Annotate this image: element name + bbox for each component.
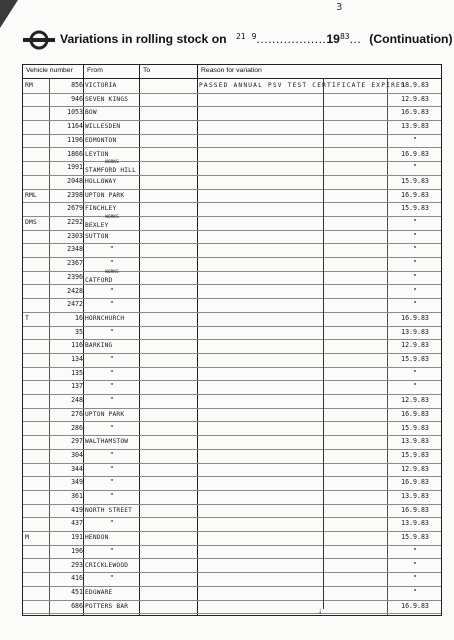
vehicle-number: 1866 xyxy=(67,149,83,158)
column-header-to: To xyxy=(143,67,151,74)
vehicle-class xyxy=(25,572,49,586)
certificate-expiry-date: 15.9.83 xyxy=(401,355,429,363)
from-garage: POTTERS BAR xyxy=(85,602,129,610)
certificate-expiry-date: 13.9.83 xyxy=(401,492,429,500)
from-garage: VICTORIA xyxy=(85,82,117,89)
vehicle-class xyxy=(25,600,49,614)
reason-text xyxy=(199,312,389,326)
from-garage: FINCHLEY xyxy=(85,205,117,213)
vehicle-number: 116 xyxy=(71,341,83,350)
vehicle-class xyxy=(25,490,49,504)
reason-text: PASSED ANNUAL PSV TEST CERTIFICATE EXPIRES xyxy=(199,82,406,89)
vehicle-class: RM xyxy=(25,81,33,89)
reason-text xyxy=(199,394,389,408)
certificate-expiry-date: 16.9.83 xyxy=(401,313,429,322)
certificate-expiry-date: " xyxy=(412,286,418,295)
table-row xyxy=(23,600,441,615)
reason-text xyxy=(199,120,389,134)
vehicle-class xyxy=(25,161,49,175)
vehicle-number: 344 xyxy=(71,464,83,473)
reason-text xyxy=(199,230,389,244)
vehicle-number: 276 xyxy=(71,409,83,418)
reason-text xyxy=(199,504,389,518)
table-row xyxy=(23,216,441,231)
vehicle-number: 349 xyxy=(71,478,83,487)
reason-text xyxy=(199,517,389,531)
from-garage: " xyxy=(109,492,115,500)
vehicle-number: 134 xyxy=(71,355,83,363)
vehicle-class xyxy=(25,517,49,531)
page-number-mark: 3 xyxy=(336,2,343,13)
from-garage: HENDON xyxy=(85,534,109,542)
reason-text xyxy=(199,175,389,189)
column-header-from: From xyxy=(87,67,103,74)
handwritten-year: 83 xyxy=(339,32,350,41)
works-note: WORKS xyxy=(105,160,119,166)
from-garage: " xyxy=(109,368,115,377)
reason-text xyxy=(199,148,389,162)
vehicle-number: 2303 xyxy=(67,231,83,240)
title-prefix: Variations in rolling stock on xyxy=(60,32,230,46)
certificate-expiry-date: " xyxy=(412,245,418,254)
from-garage: UPTON PARK xyxy=(85,410,125,418)
from-garage: " xyxy=(109,382,115,391)
reason-text xyxy=(199,243,389,257)
certificate-expiry-date: " xyxy=(412,135,418,144)
reason-text xyxy=(199,408,389,422)
vehicle-number: 451 xyxy=(71,587,83,596)
reason-text xyxy=(199,422,389,436)
certificate-expiry-date: 13.9.83 xyxy=(401,327,429,336)
reason-text xyxy=(199,559,389,573)
reason-text xyxy=(199,189,389,203)
table-row xyxy=(23,298,441,313)
table-row xyxy=(23,531,441,546)
vehicle-class xyxy=(25,120,49,134)
table-row xyxy=(23,422,441,437)
vehicle-class xyxy=(25,202,49,216)
vehicle-class xyxy=(25,422,49,436)
certificate-expiry-date: " xyxy=(412,574,418,583)
from-garage: WALTHAMSTOW xyxy=(85,438,129,446)
reason-text xyxy=(199,367,389,381)
vehicle-class: DMS xyxy=(25,218,37,226)
certificate-expiry-date: " xyxy=(412,587,418,596)
vehicle-number: 416 xyxy=(71,574,83,583)
vehicle-number: 1991 xyxy=(67,163,83,172)
certificate-expiry-date: " xyxy=(412,231,418,240)
table-row xyxy=(23,106,441,121)
from-garage: HORNCHURCH xyxy=(85,314,125,322)
vehicle-class xyxy=(25,106,49,120)
from-garage: HOLLOWAY xyxy=(85,177,117,185)
handwritten-month: 9 xyxy=(251,32,257,41)
vehicle-class xyxy=(25,559,49,573)
from-garage: EDMONTON xyxy=(85,136,117,144)
from-garage: CRICKLEWOOD xyxy=(85,561,129,569)
table-row xyxy=(23,504,441,519)
vehicle-class xyxy=(25,243,49,257)
document-header xyxy=(22,28,453,52)
vehicle-class: RML xyxy=(25,190,37,199)
vehicle-class xyxy=(25,175,49,189)
from-garage: " xyxy=(109,355,115,363)
table-row xyxy=(23,175,441,190)
reason-text xyxy=(199,106,389,120)
vehicle-number: 686 xyxy=(71,601,83,610)
vehicle-class xyxy=(25,257,49,271)
continuation-label: (Continuation) xyxy=(369,32,453,46)
vehicle-class: T xyxy=(25,313,29,322)
vehicle-number: 1196 xyxy=(67,135,83,144)
table-row xyxy=(23,353,441,368)
certificate-expiry-date: 18.9.83 xyxy=(401,81,429,89)
down-arrow-icon: ↓ xyxy=(318,606,322,615)
table-row xyxy=(23,326,441,341)
from-garage: " xyxy=(109,450,115,459)
reason-text xyxy=(199,600,389,614)
vehicle-number: 248 xyxy=(71,396,83,405)
reason-text xyxy=(199,216,389,230)
vehicle-class xyxy=(25,148,49,162)
column-header-vehicle-number: Vehicle number xyxy=(26,67,73,74)
ditto-arrow-line xyxy=(323,79,324,609)
reason-text xyxy=(199,545,389,559)
reason-text xyxy=(199,271,389,285)
vehicle-class xyxy=(25,504,49,518)
table-row xyxy=(23,435,441,450)
from-garage: " xyxy=(109,478,115,487)
from-garage: NORTH STREET xyxy=(85,506,133,514)
vehicle-number: 2428 xyxy=(67,286,83,295)
reason-text xyxy=(199,257,389,271)
vehicle-class xyxy=(25,230,49,244)
certificate-expiry-date: 12.9.83 xyxy=(401,396,429,405)
certificate-expiry-date: 16.9.83 xyxy=(401,505,429,514)
column-header-reason: Reason for variation xyxy=(201,67,262,74)
table-row xyxy=(23,476,441,491)
vehicle-number: 135 xyxy=(71,368,83,377)
certificate-expiry-date: " xyxy=(412,218,418,226)
vehicle-class xyxy=(25,339,49,353)
vehicle-number: 191 xyxy=(71,533,83,542)
from-garage: " xyxy=(109,245,115,254)
certificate-expiry-date: 13.9.83 xyxy=(401,437,429,446)
reason-text xyxy=(199,490,389,504)
scan-corner-mark xyxy=(0,0,18,28)
table-row xyxy=(23,285,441,300)
certificate-expiry-date: " xyxy=(412,163,418,172)
vehicle-number: 2292 xyxy=(67,218,83,226)
from-garage: EDGWARE xyxy=(85,588,113,596)
reason-text xyxy=(199,285,389,299)
table-row xyxy=(23,271,441,286)
certificate-expiry-date: 15.9.83 xyxy=(401,423,429,432)
vehicle-number: 361 xyxy=(71,492,83,500)
vehicle-number: 293 xyxy=(71,560,83,569)
reason-text xyxy=(199,531,389,545)
vehicle-number: 304 xyxy=(71,450,83,459)
vehicle-number: 1164 xyxy=(67,122,83,131)
date-blank: .................. xyxy=(256,32,327,46)
table-row xyxy=(23,380,441,395)
from-garage: STAMFORD HILL xyxy=(85,167,137,175)
from-garage: CATFORD xyxy=(85,276,113,284)
page-title xyxy=(60,32,453,46)
reason-text xyxy=(199,586,389,600)
vehicle-class xyxy=(25,285,49,299)
table-row xyxy=(23,463,441,478)
from-garage: " xyxy=(109,396,115,405)
vehicle-number: 16 xyxy=(75,313,83,322)
from-garage: BEXLEY xyxy=(85,222,109,229)
works-note: WORKS xyxy=(105,269,119,275)
from-garage: " xyxy=(109,327,115,336)
vehicle-class xyxy=(25,463,49,477)
certificate-expiry-date: 16.9.83 xyxy=(401,601,429,610)
vehicle-class xyxy=(25,435,49,449)
vehicle-class xyxy=(25,134,49,148)
reason-text xyxy=(199,339,389,353)
reason-text xyxy=(199,93,389,107)
works-note: WORKS xyxy=(105,215,119,220)
vehicle-class xyxy=(25,367,49,381)
vehicle-number: 419 xyxy=(71,505,83,514)
from-garage: " xyxy=(109,464,115,473)
vehicle-class xyxy=(25,545,49,559)
reason-text xyxy=(199,476,389,490)
certificate-expiry-date: " xyxy=(412,382,418,391)
from-garage: " xyxy=(109,574,115,583)
vehicle-number: 286 xyxy=(71,423,83,432)
certificate-expiry-date: 16.9.83 xyxy=(401,478,429,487)
vehicle-class xyxy=(25,476,49,490)
vehicle-number: 2679 xyxy=(67,204,83,213)
vehicle-number: 2367 xyxy=(67,259,83,268)
table-row xyxy=(23,517,441,532)
reason-text xyxy=(199,298,389,312)
reason-text xyxy=(199,463,389,477)
table-row xyxy=(23,120,441,135)
certificate-expiry-date: 12.9.83 xyxy=(401,94,429,103)
from-garage: SEVEN KINGS xyxy=(85,95,129,103)
certificate-expiry-date: " xyxy=(412,300,418,309)
vehicle-number: 437 xyxy=(71,519,83,528)
table-row xyxy=(23,490,441,505)
from-garage: " xyxy=(109,286,115,295)
table-row xyxy=(23,394,441,409)
certificate-expiry-date: " xyxy=(412,272,418,281)
reason-text xyxy=(199,572,389,586)
vehicle-number: 1053 xyxy=(67,108,83,117)
from-garage: SUTTON xyxy=(85,232,109,240)
certificate-expiry-date: 12.9.83 xyxy=(401,341,429,350)
reason-text xyxy=(199,134,389,148)
certificate-expiry-date: " xyxy=(412,259,418,268)
certificate-expiry-date: 15.9.83 xyxy=(401,204,429,213)
vehicle-number: 946 xyxy=(71,94,83,103)
from-garage: UPTON PARK xyxy=(85,191,125,199)
vehicle-number: 2048 xyxy=(67,176,83,185)
table-row xyxy=(23,312,441,327)
vehicle-class xyxy=(25,408,49,422)
vehicle-number: 137 xyxy=(71,382,83,391)
vehicle-class xyxy=(25,271,49,285)
from-garage: " xyxy=(109,300,115,309)
vehicle-class xyxy=(25,380,49,394)
certificate-expiry-date: " xyxy=(412,368,418,377)
from-garage: WILLESDEN xyxy=(85,123,121,131)
certificate-expiry-date: 16.9.83 xyxy=(401,409,429,418)
table-row xyxy=(23,339,441,354)
from-garage: BARKING xyxy=(85,342,113,350)
table-row xyxy=(23,586,441,601)
vehicle-class xyxy=(25,394,49,408)
table-row xyxy=(23,545,441,560)
vehicle-number: 196 xyxy=(71,546,83,555)
table-row xyxy=(23,230,441,245)
certificate-expiry-date: 15.9.83 xyxy=(401,450,429,459)
certificate-expiry-date: 15.9.83 xyxy=(401,533,429,542)
table-row xyxy=(23,134,441,149)
table-row xyxy=(23,408,441,423)
rolling-stock-table xyxy=(22,64,442,616)
year-printed: 19 xyxy=(326,32,340,46)
table-row xyxy=(23,161,441,176)
table-row xyxy=(23,243,441,258)
vehicle-class xyxy=(25,326,49,340)
from-garage: " xyxy=(109,423,115,432)
certificate-expiry-date: " xyxy=(412,546,418,555)
vehicle-number: 856 xyxy=(71,81,83,89)
certificate-expiry-date: 13.9.83 xyxy=(401,519,429,528)
reason-text xyxy=(199,449,389,463)
from-garage: BOW xyxy=(85,109,97,117)
table-row xyxy=(23,559,441,574)
reason-text xyxy=(199,435,389,449)
table-row xyxy=(23,367,441,382)
from-garage: LEYTON xyxy=(85,150,109,158)
certificate-expiry-date: 13.9.83 xyxy=(401,122,429,131)
reason-text xyxy=(199,353,389,367)
certificate-expiry-date: 16.9.83 xyxy=(401,190,429,199)
from-garage: " xyxy=(109,259,115,268)
vehicle-number: 2396 xyxy=(67,272,83,281)
london-transport-roundel-icon xyxy=(22,30,56,50)
vehicle-class xyxy=(25,93,49,107)
vehicle-number: 2348 xyxy=(67,245,83,254)
certificate-expiry-date: 16.9.83 xyxy=(401,108,429,117)
table-row xyxy=(23,93,441,108)
vehicle-class xyxy=(25,586,49,600)
table-row xyxy=(23,79,441,94)
reason-text xyxy=(199,380,389,394)
vehicle-number: 2398 xyxy=(67,190,83,199)
certificate-expiry-date: 12.9.83 xyxy=(401,464,429,473)
table-row xyxy=(23,572,441,587)
table-row xyxy=(23,449,441,464)
reason-text xyxy=(199,202,389,216)
certificate-expiry-date: " xyxy=(412,560,418,569)
reason-text xyxy=(199,326,389,340)
handwritten-day: 21 xyxy=(235,32,246,41)
year-blank: ... xyxy=(349,32,362,46)
table-row xyxy=(23,189,441,204)
vehicle-class xyxy=(25,298,49,312)
from-garage: " xyxy=(109,519,115,528)
certificate-expiry-date: 16.9.83 xyxy=(401,149,429,158)
vehicle-class xyxy=(25,353,49,367)
reason-text xyxy=(199,161,389,175)
certificate-expiry-date: 15.9.83 xyxy=(401,176,429,185)
vehicle-number: 297 xyxy=(71,437,83,446)
vehicle-class xyxy=(25,449,49,463)
vehicle-number: 2472 xyxy=(67,300,83,309)
vehicle-class: M xyxy=(25,533,29,542)
vehicle-number: 35 xyxy=(75,327,83,336)
from-garage: " xyxy=(109,546,115,555)
